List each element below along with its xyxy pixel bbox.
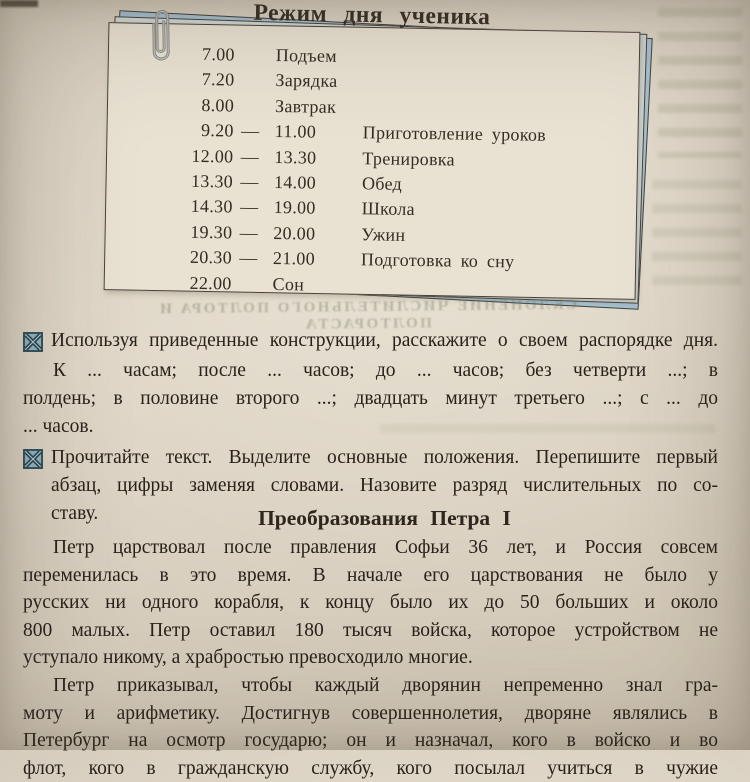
card-title: Режим дня ученика	[253, 0, 491, 31]
text-line: абзац, цифры заменяя словами. Назовите разряд числительных по со-	[51, 475, 718, 496]
schedule-table	[126, 41, 624, 302]
text-line: переменилась в это время. В начале его царствования не было у	[23, 564, 718, 586]
text-line: Петербург на осмотр государю; он и назначал, кого в войско и во	[23, 730, 718, 752]
activity-label: Тренировка	[362, 147, 456, 170]
time-start: 7.20	[201, 69, 235, 90]
text-line: Прочитайте текст. Выделите основные положения. Перепишите первый	[51, 447, 718, 468]
time-range-dash: —	[239, 247, 258, 268]
time-range-dash: —	[240, 146, 260, 167]
time-start: 14.30	[190, 196, 233, 217]
activity-label: Подготовка ко сну	[360, 249, 515, 272]
time-range-dash: —	[240, 120, 260, 141]
time-start: 20.30	[189, 246, 233, 268]
text-line: русских ни одного корабля, к концу было их до 50 больших и около	[23, 592, 718, 614]
exercise-marker-icon	[23, 449, 43, 469]
time-end: 13.30	[274, 146, 317, 168]
time-start: 19.30	[190, 221, 233, 243]
text-line: 800 малых. Петр оставил 180 тысяч войска, которое устройством не	[23, 619, 718, 641]
paperclip-icon	[145, 4, 174, 72]
bleedthrough-smudge	[658, 8, 742, 158]
time-end: 21.00	[272, 248, 316, 269]
time-range-dash: —	[239, 222, 259, 243]
article-paragraph-2	[23, 672, 718, 782]
time-range-dash: —	[239, 196, 259, 218]
activity-label: Обед	[361, 173, 403, 194]
article-heading: Преобразования Петра I	[258, 506, 511, 530]
exercise-1-text	[51, 327, 718, 355]
activity-label: Ужин	[361, 223, 406, 245]
text-line: ... часов.	[23, 416, 94, 437]
text-line: Петр приказывал, чтобы каждый дворянин непременно знал гра-	[53, 674, 718, 696]
time-start: 7.00	[201, 44, 235, 65]
time-end: 20.00	[273, 222, 316, 244]
exercise-marker-icon	[23, 332, 43, 352]
activity-label: Школа	[361, 198, 416, 220]
text-line: К ... часам; после ... часов; до ... часов; без четверти ...; в	[53, 360, 718, 381]
exercise-1	[23, 327, 718, 355]
time-start: 22.00	[189, 272, 232, 293]
time-end: 11.00	[274, 121, 317, 142]
text-line: флот, кого в гражданскую службу, кого посылал учиться в чужие	[23, 757, 718, 779]
bleedthrough-smudge	[652, 180, 742, 295]
time-end: 19.00	[273, 197, 316, 218]
activity-label: Подъем	[275, 45, 338, 66]
time-range-dash: —	[240, 171, 259, 192]
time-start: 9.20	[200, 120, 234, 141]
activity-label: Приготовление уроков	[362, 122, 547, 145]
constructions-paragraph	[23, 357, 718, 441]
article-body	[23, 534, 718, 782]
time-end: 14.00	[273, 171, 317, 193]
text-line: Петр царствовал после правления Софьи 36 лет, и Россия совсем	[53, 537, 718, 558]
bleedthrough-mirrored-heading: СКЛОНЕНИЕ ЧИСЛИТЕЛЬНОГО ПОЛТОРА И ПОЛТОРАСТА	[157, 296, 578, 333]
photo-corner-artifact	[0, 0, 38, 7]
time-start: 8.00	[201, 94, 235, 116]
activity-label: Зарядка	[275, 70, 338, 92]
text-line: ставу.	[51, 503, 99, 524]
activity-label: Сон	[272, 273, 305, 294]
text-line: Используя приведенные конструкции, расскажите о своем распорядке дня.	[51, 330, 718, 351]
text-line: уступало никому, а храбростью превосходило многие.	[23, 647, 473, 669]
text-line: моту и арифметику. Достигнув совершеннолетия, дворяне являлись в	[23, 702, 718, 724]
article-paragraph-1	[23, 534, 718, 672]
activity-label: Завтрак	[274, 95, 337, 117]
time-start: 13.30	[190, 170, 234, 192]
time-start: 12.00	[191, 145, 234, 167]
text-line: полдень; в половине второго ...; двадцать минут третьего ...; с ... до	[23, 388, 718, 409]
